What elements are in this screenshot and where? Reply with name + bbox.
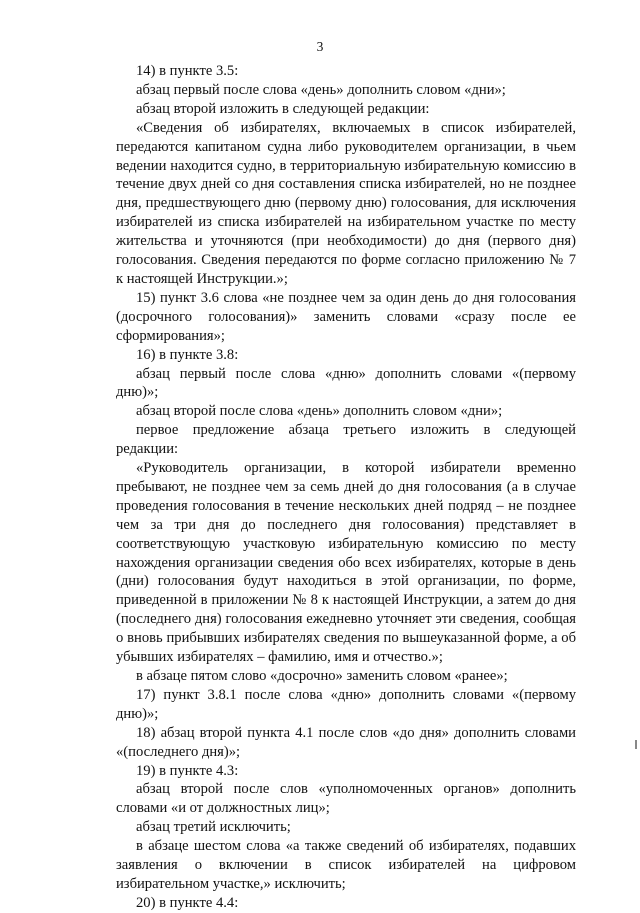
paragraph: в абзаце пятом слово «досрочно» заменить словом «ранее»; — [136, 668, 508, 684]
paragraph: «Руководитель организации, в которой избиратели временно пребывают, не позднее чем за семь дней до дня голосования (а в случае проведения голосования в течение нескольких дней подряд – не позднее чем за три дня до последнего дня голосования) представляет в соответствующую участковую избирательную комиссию по месту нахождения организации сведения обо всех избирателях, которые в день (дни) голосования будут находиться в этой организации, по форме, приведенной в приложении № 8 к настоящей Инструкции, а затем до дня (последнего дня) голосования ежедневно уточняет эти сведения, сообщая о вновь прибывших избирателях сведения по вышеуказанной форме, а об убывших избирателях – фамилию, имя и отчество.»; — [116, 460, 576, 666]
paragraph: абзац первый после слова «дню» дополнить словами «(первому дню)»; — [116, 365, 576, 401]
paragraph: абзац второй после слова «день» дополнить словом «дни»; — [136, 403, 503, 420]
paragraph: «Сведения об избирателях, включаемых в список избирателей, передаются капитаном судна либо руководителем организации, в чьем ведении находится судно, в территориальную избирательную комиссию в течение двух дней со дня составления списка избирателей, но не позднее дня, предшествующего дню (первому дню) голосования, для исключения избирателей из списка избирателей на избирательном участке по месту жительства и уточняются (при необходимости) до дня (первого дня) голосования. Сведения передаются по форме согласно приложению № 7 к настоящей Инструкции.»; — [116, 119, 576, 287]
paragraph: в абзаце шестом слова «а также сведений об избирателях, подавших заявления о включении в список избирателей на цифровом избирательном участке,» исключить; — [116, 838, 576, 892]
paragraph: абзац второй после слов «уполномоченных органов» дополнить словами «и от должностных лиц»; — [116, 781, 576, 817]
paragraph: абзац первый после слова «день» дополнить словом «дни»; — [136, 81, 506, 98]
paragraph: 16) в пункте 3.8: — [136, 346, 239, 363]
paragraph: абзац второй изложить в следующей редакции: — [136, 100, 430, 117]
paragraph: 19) в пункте 4.3: — [136, 762, 239, 779]
paragraph: 18) абзац второй пункта 4.1 после слов «до дня» дополнить словами «(последнего дня)»; — [116, 724, 576, 760]
paragraph: 14) в пункте 3.5: — [136, 63, 239, 79]
page-number: 3 — [316, 39, 324, 54]
scan-margin-mark — [635, 740, 637, 749]
document-body — [116, 62, 576, 913]
paragraph: первое предложение абзаца третьего изложить в следующей редакции: — [116, 422, 576, 458]
paragraph: 15) пункт 3.6 слова «не позднее чем за один день до дня голосования (досрочного голосования)» заменить словами «сразу после ее сформирования»; — [116, 289, 576, 344]
paragraph: 17) пункт 3.8.1 после слова «дню» дополнить словами «(первому дню)»; — [116, 686, 576, 722]
paragraph: 20) в пункте 4.4: — [136, 894, 239, 911]
paragraph: абзац третий исключить; — [136, 819, 291, 836]
